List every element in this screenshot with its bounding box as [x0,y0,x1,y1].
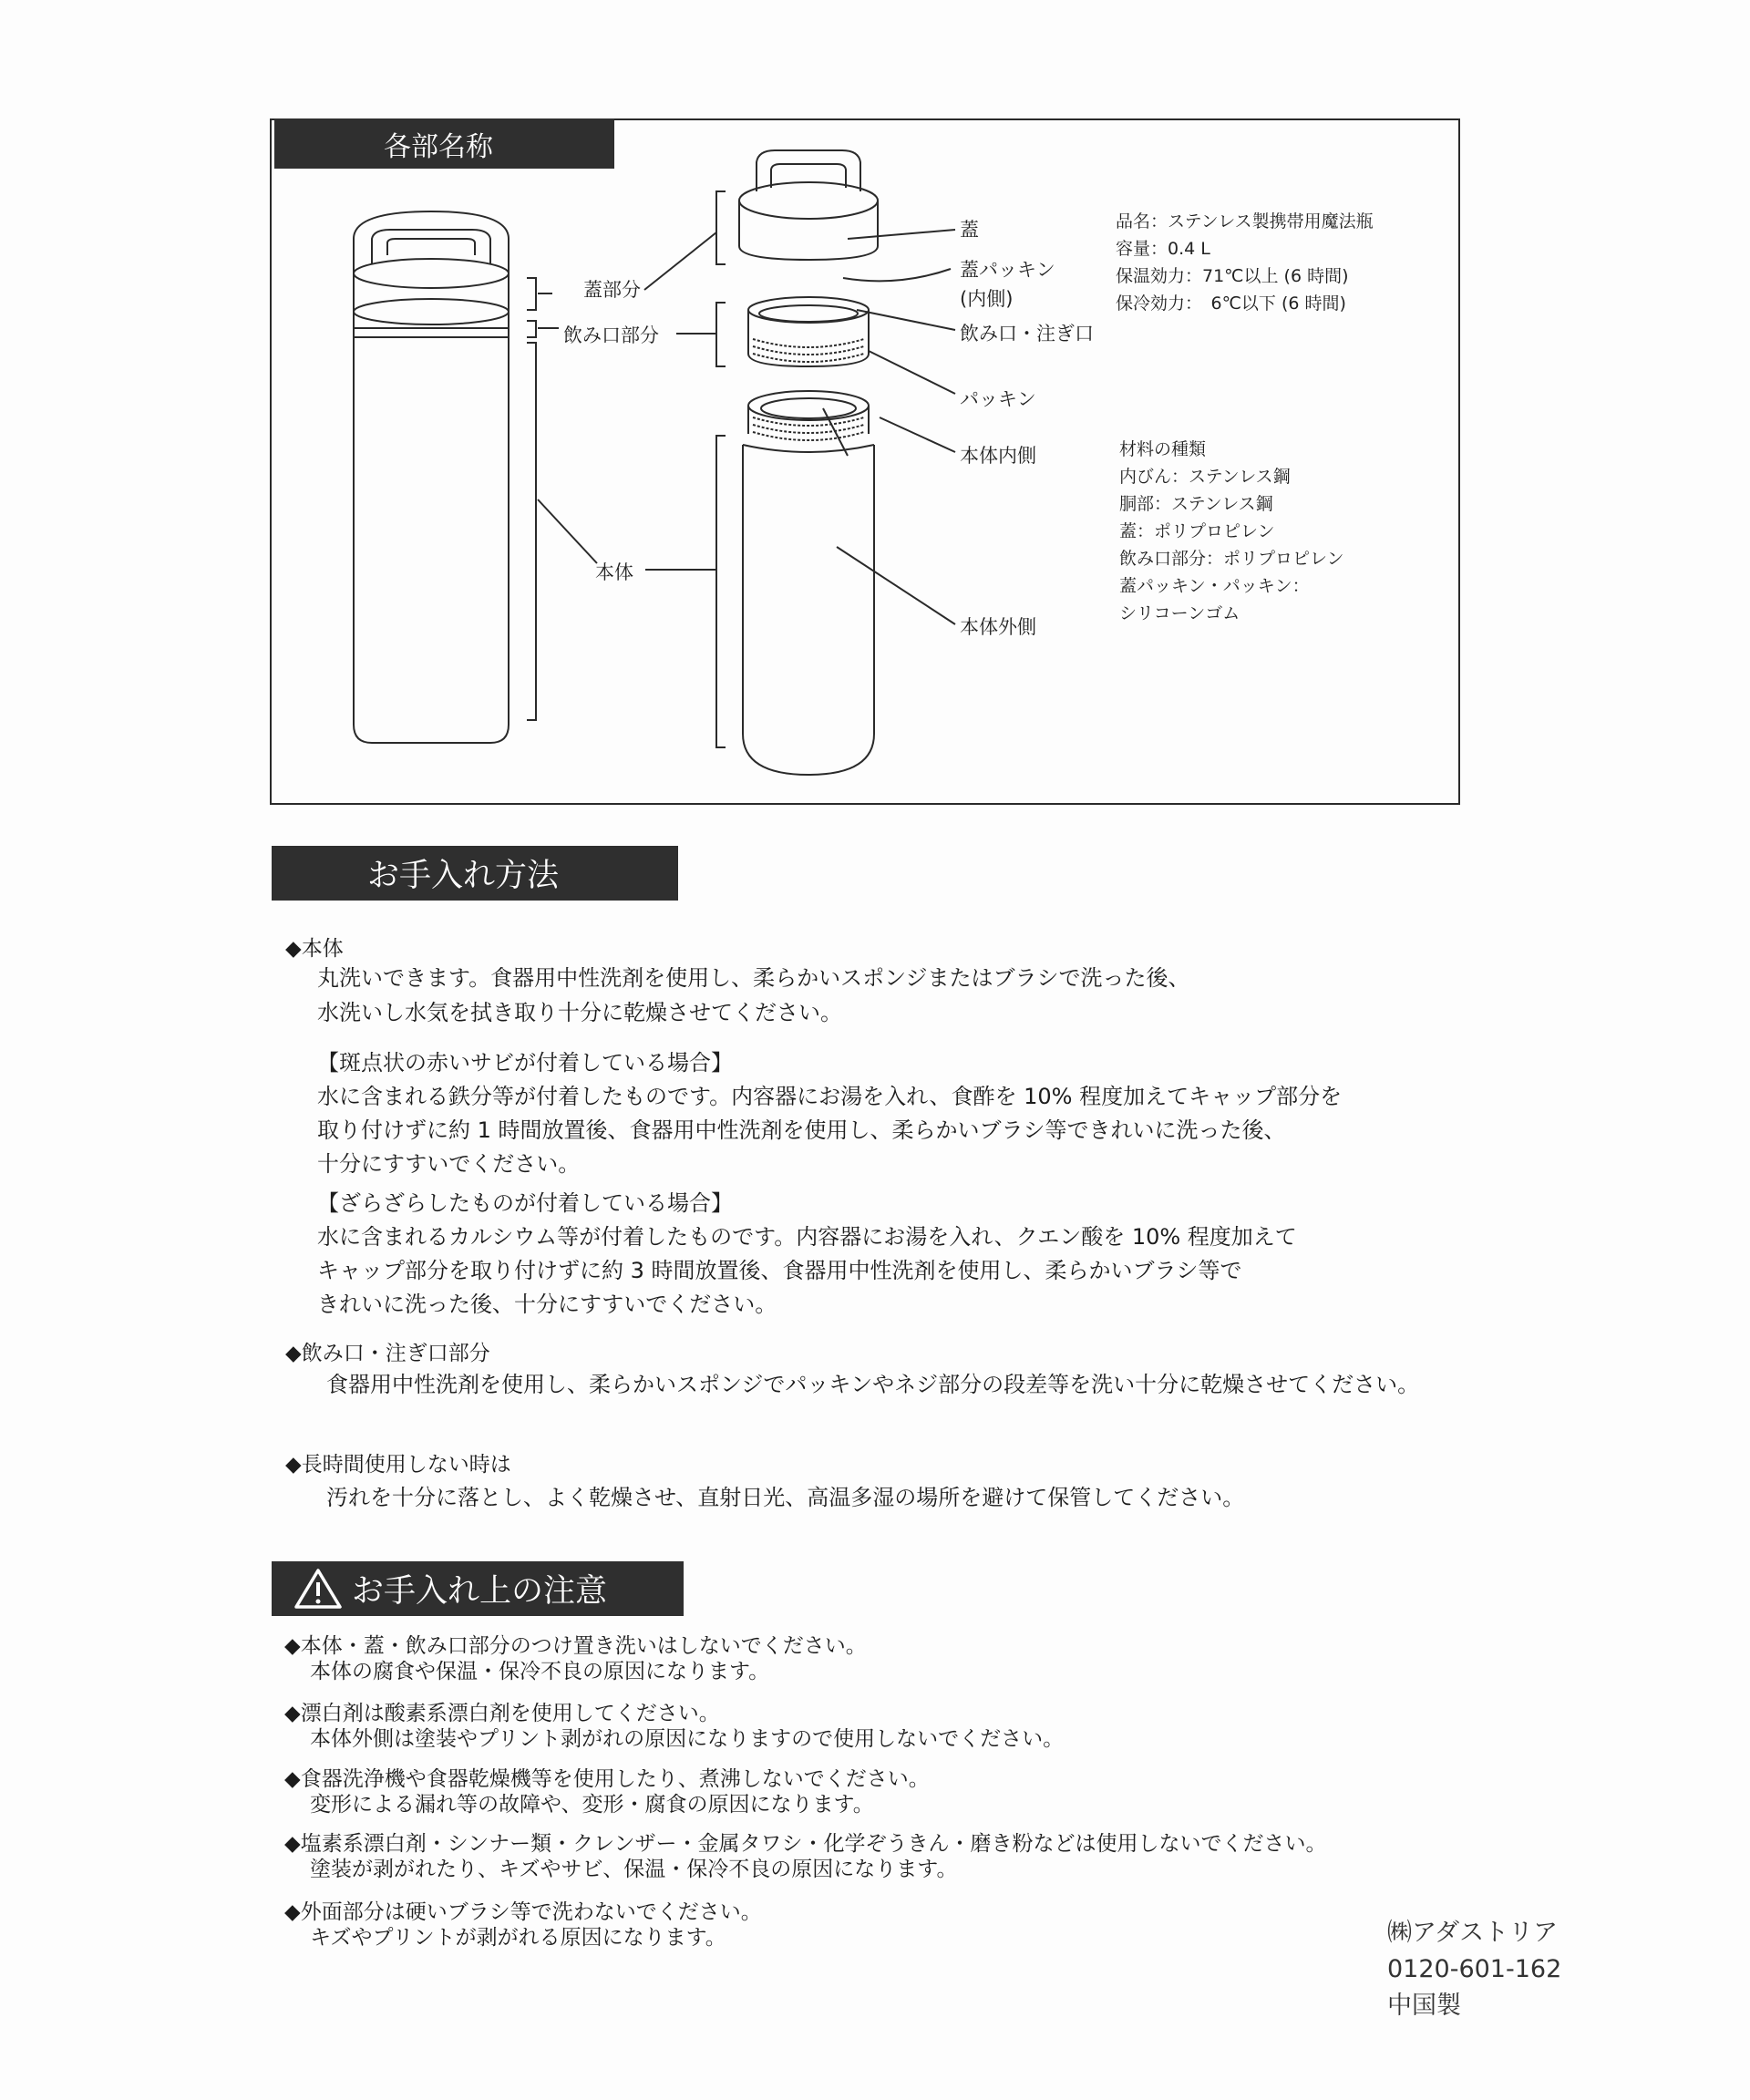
caution-note: ◆本体・蓋・飲み口部分のつけ置き洗いはしないでください。 本体の腐食や保温・保冷不良の原因になります。 [284,1634,867,1683]
rust-instructions: 【斑点状の赤いサビが付着している場合】 水に含まれる鉄分等が付着したものです。内容器にお湯を入れ、食酢を 10% 程度加えてキャップ部分を 取り付けずに約 1 時間放置後、食器用中性洗剤を使用し、柔らかいブラシ等できれいに洗った後、 十分にすすいでください。 [317,1046,1342,1181]
label-packing: パッキン [960,388,1036,410]
company-phone: 0120-601-162 [1387,1955,1562,1983]
storage-instructions: 汚れを十分に落とし、よく乾燥させ、直射日光、高温多湿の場所を避けて保管してください。 [326,1485,1245,1510]
label-mouth-part: 飲み口部分 [563,324,659,346]
rough-heading: 【ざらざらしたものが付着している場合】 [317,1190,733,1216]
spout-illustration [748,297,869,366]
label-lid-packing: 蓋パッキン [960,259,1055,281]
body-instructions: 丸洗いできます。食器用中性洗剤を使用し、柔らかいスポンジまたはブラシで洗った後、 水洗いし水気を拭き取り十分に乾燥させてください。 [317,965,1190,1025]
caution-note: ◆漂白剤は酸素系漂白剤を使用してください。 本体外側は塗装やプリント剥がれの原因になりますので使用しないでください。 [284,1702,1065,1751]
label-inner-body: 本体内側 [960,445,1036,467]
caution-note: ◆外面部分は硬いブラシ等で洗わないでください。 キズやプリントが剥がれる原因になります。 [284,1900,762,1950]
material-line: 内びん：ステンレス鋼 [1119,467,1291,487]
bottle-diagram [0,0,1750,820]
parts-section-title: 各部名称 [274,118,614,169]
body-heading: ◆本体 [285,937,344,961]
label-body: 本体 [595,561,633,583]
material-line: 飲み口部分：ポリプロピレン [1119,549,1344,569]
assembled-bottle-illustration [354,211,509,743]
body-illustration [743,391,874,775]
spec-line: 保冷効力： 6℃以下 (6 時間) [1116,293,1346,314]
caution-section-title: お手入れ上の注意 [272,1561,684,1616]
caution-note: ◆食器洗浄機や食器乾燥機等を使用したり、煮沸しないでください。 変形による漏れ等の故障や、変形・腐食の原因になります。 [284,1767,930,1817]
label-lid: 蓋 [960,219,979,241]
spout-heading: ◆飲み口・注ぎ口部分 [285,1342,490,1365]
label-lid-part: 蓋部分 [583,279,641,301]
rust-heading: 【斑点状の赤いサビが付着している場合】 [317,1050,733,1076]
company-info [1387,1915,1561,2024]
material-line: 材料の種類 [1119,439,1207,459]
label-lid-packing-sub: (内側) [960,288,1014,310]
material-line: シリコーンゴム [1119,603,1240,623]
lid-illustration [739,150,878,260]
storage-heading: ◆長時間使用しない時は [285,1453,511,1477]
company-name: ㈱アダストリア [1387,1919,1559,1947]
material-line: 蓋：ポリプロピレン [1119,521,1275,541]
spec-line: 品名：ステンレス製携帯用魔法瓶 [1116,211,1374,232]
spec-line: 保温効力：71℃以上 (6 時間) [1116,266,1349,286]
care-section-title: お手入れ方法 [272,846,678,901]
label-spout: 飲み口・注ぎ口 [960,323,1094,345]
rough-instructions: 【ざらざらしたものが付着している場合】 水に含まれるカルシウム等が付着したものです。内容器にお湯を入れ、クエン酸を 10% 程度加えて キャップ部分を取り付けずに約 3 時間放置後、食器用中性洗剤を使用し、柔らかいブラシ等で きれいに洗った後、十分にすすいでください。 [317,1187,1297,1322]
country-of-origin: 中国製 [1387,1992,1461,2020]
spout-instructions: 食器用中性洗剤を使用し、柔らかいスポンジでパッキンやネジ部分の段差等を洗い十分に乾燥させてください。 [326,1372,1420,1397]
materials-list [1119,436,1344,627]
caution-note: ◆塩素系漂白剤・シンナー類・クレンザー・金属タワシ・化学ぞうきん・磨き粉などは使用しないでください。 塗装が剥がれたり、キズやサビ、保温・保冷不良の原因になります。 [284,1832,1327,1881]
material-line: 胴部：ステンレス鋼 [1119,494,1273,514]
spec-line: 容量：0.4 L [1116,239,1210,259]
warning-triangle-icon [293,1567,343,1611]
material-line: 蓋パッキン・パッキン： [1119,576,1310,596]
product-specs [1116,208,1374,317]
label-outer-body: 本体外側 [960,616,1036,638]
